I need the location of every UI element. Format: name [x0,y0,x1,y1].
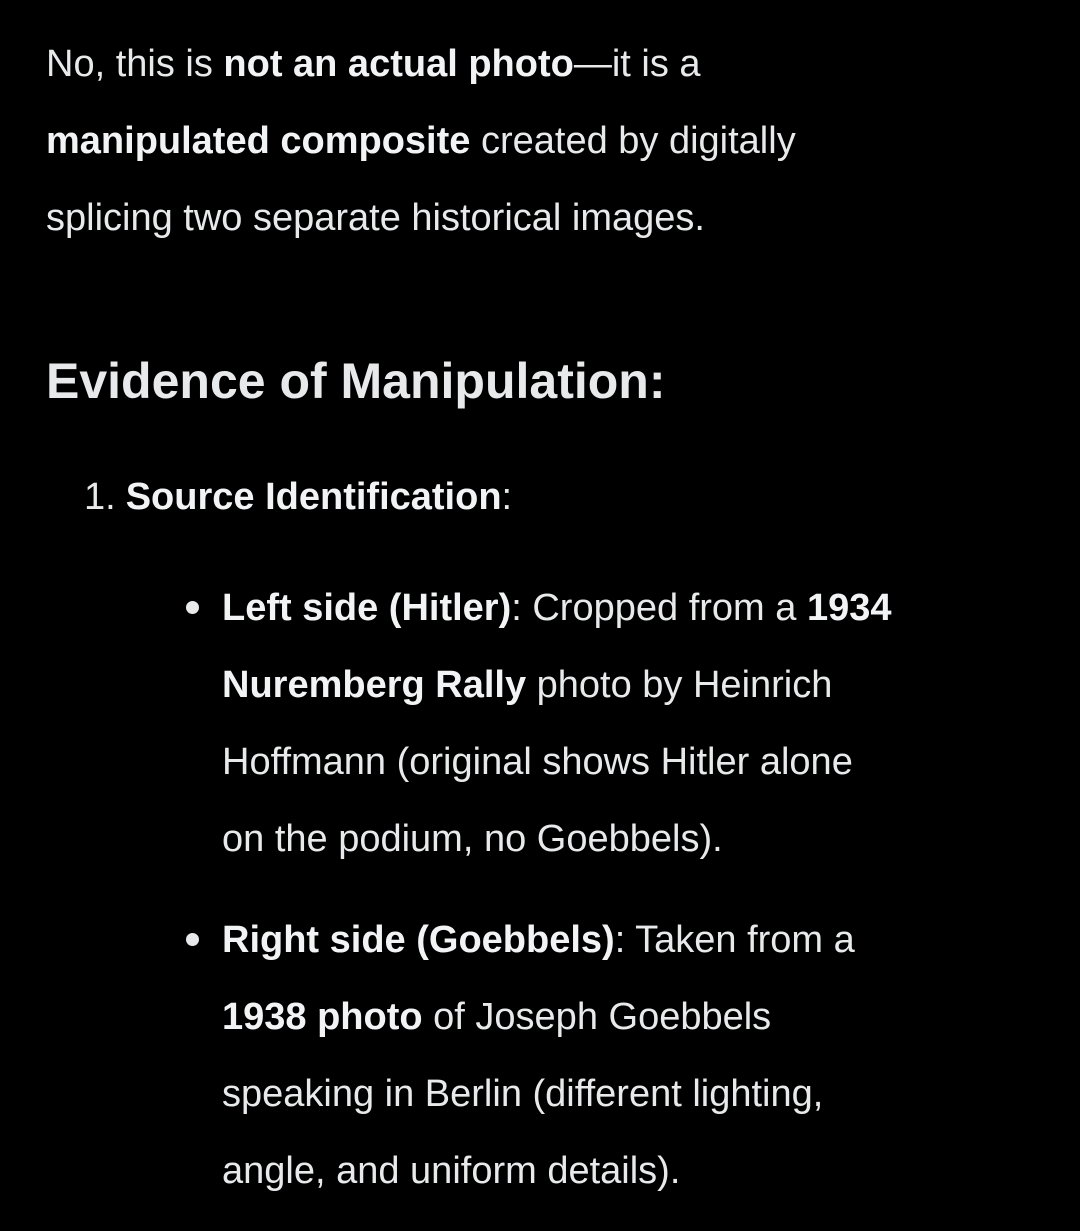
bullet-dot-icon [186,933,199,946]
bullet-text: photo by Heinrich [526,664,833,706]
intro-text: created by digitally [470,120,796,162]
bullet-bold-text: 1938 photo [222,996,423,1038]
bullet-line [222,902,1062,979]
bullet-line: speaking in Berlin (different lighting, [222,1073,824,1115]
bullet-line [222,647,1062,724]
intro-line-1 [46,26,1046,103]
intro-bold-text: not an actual photo [223,43,574,85]
bullet-bold-text: 1934 [806,587,892,629]
intro-line-2 [46,103,1046,180]
list-item-colon: : [501,476,513,518]
bullet-line: on the podium, no Goebbels). [222,818,723,860]
intro-text: splicing two separate historical images. [46,197,705,239]
intro-paragraph [46,26,1046,257]
bullet-text: : Cropped from a [511,587,807,629]
bullet-line: angle, and uniform details). [222,1150,681,1192]
list-number: 1. [84,476,116,518]
bullet-text: : Taken from a [614,919,855,961]
bullet-line [222,979,1062,1056]
numbered-list-item [84,466,512,528]
section-heading: Evidence of Manipulation: [46,353,666,409]
intro-bold-text: manipulated composite [46,120,471,162]
intro-text: —it is a [573,43,701,85]
bullet-item-left-side [222,570,1062,878]
intro-text: No, this is [46,43,224,85]
bullet-dot-icon [186,601,199,614]
bullet-bold-text: Right side (Goebbels) [222,919,615,961]
bullet-line: Hoffmann (original shows Hitler alone [222,741,853,783]
intro-line-3 [46,180,1046,257]
bullet-line [222,570,1062,647]
bullet-bold-text: Left side (Hitler) [222,587,512,629]
bullet-text: of Joseph Goebbels [422,996,772,1038]
bullet-bold-text: Nuremberg Rally [222,664,527,706]
list-item-title: Source Identification [125,476,502,518]
bullet-item-right-side [222,902,1062,1210]
